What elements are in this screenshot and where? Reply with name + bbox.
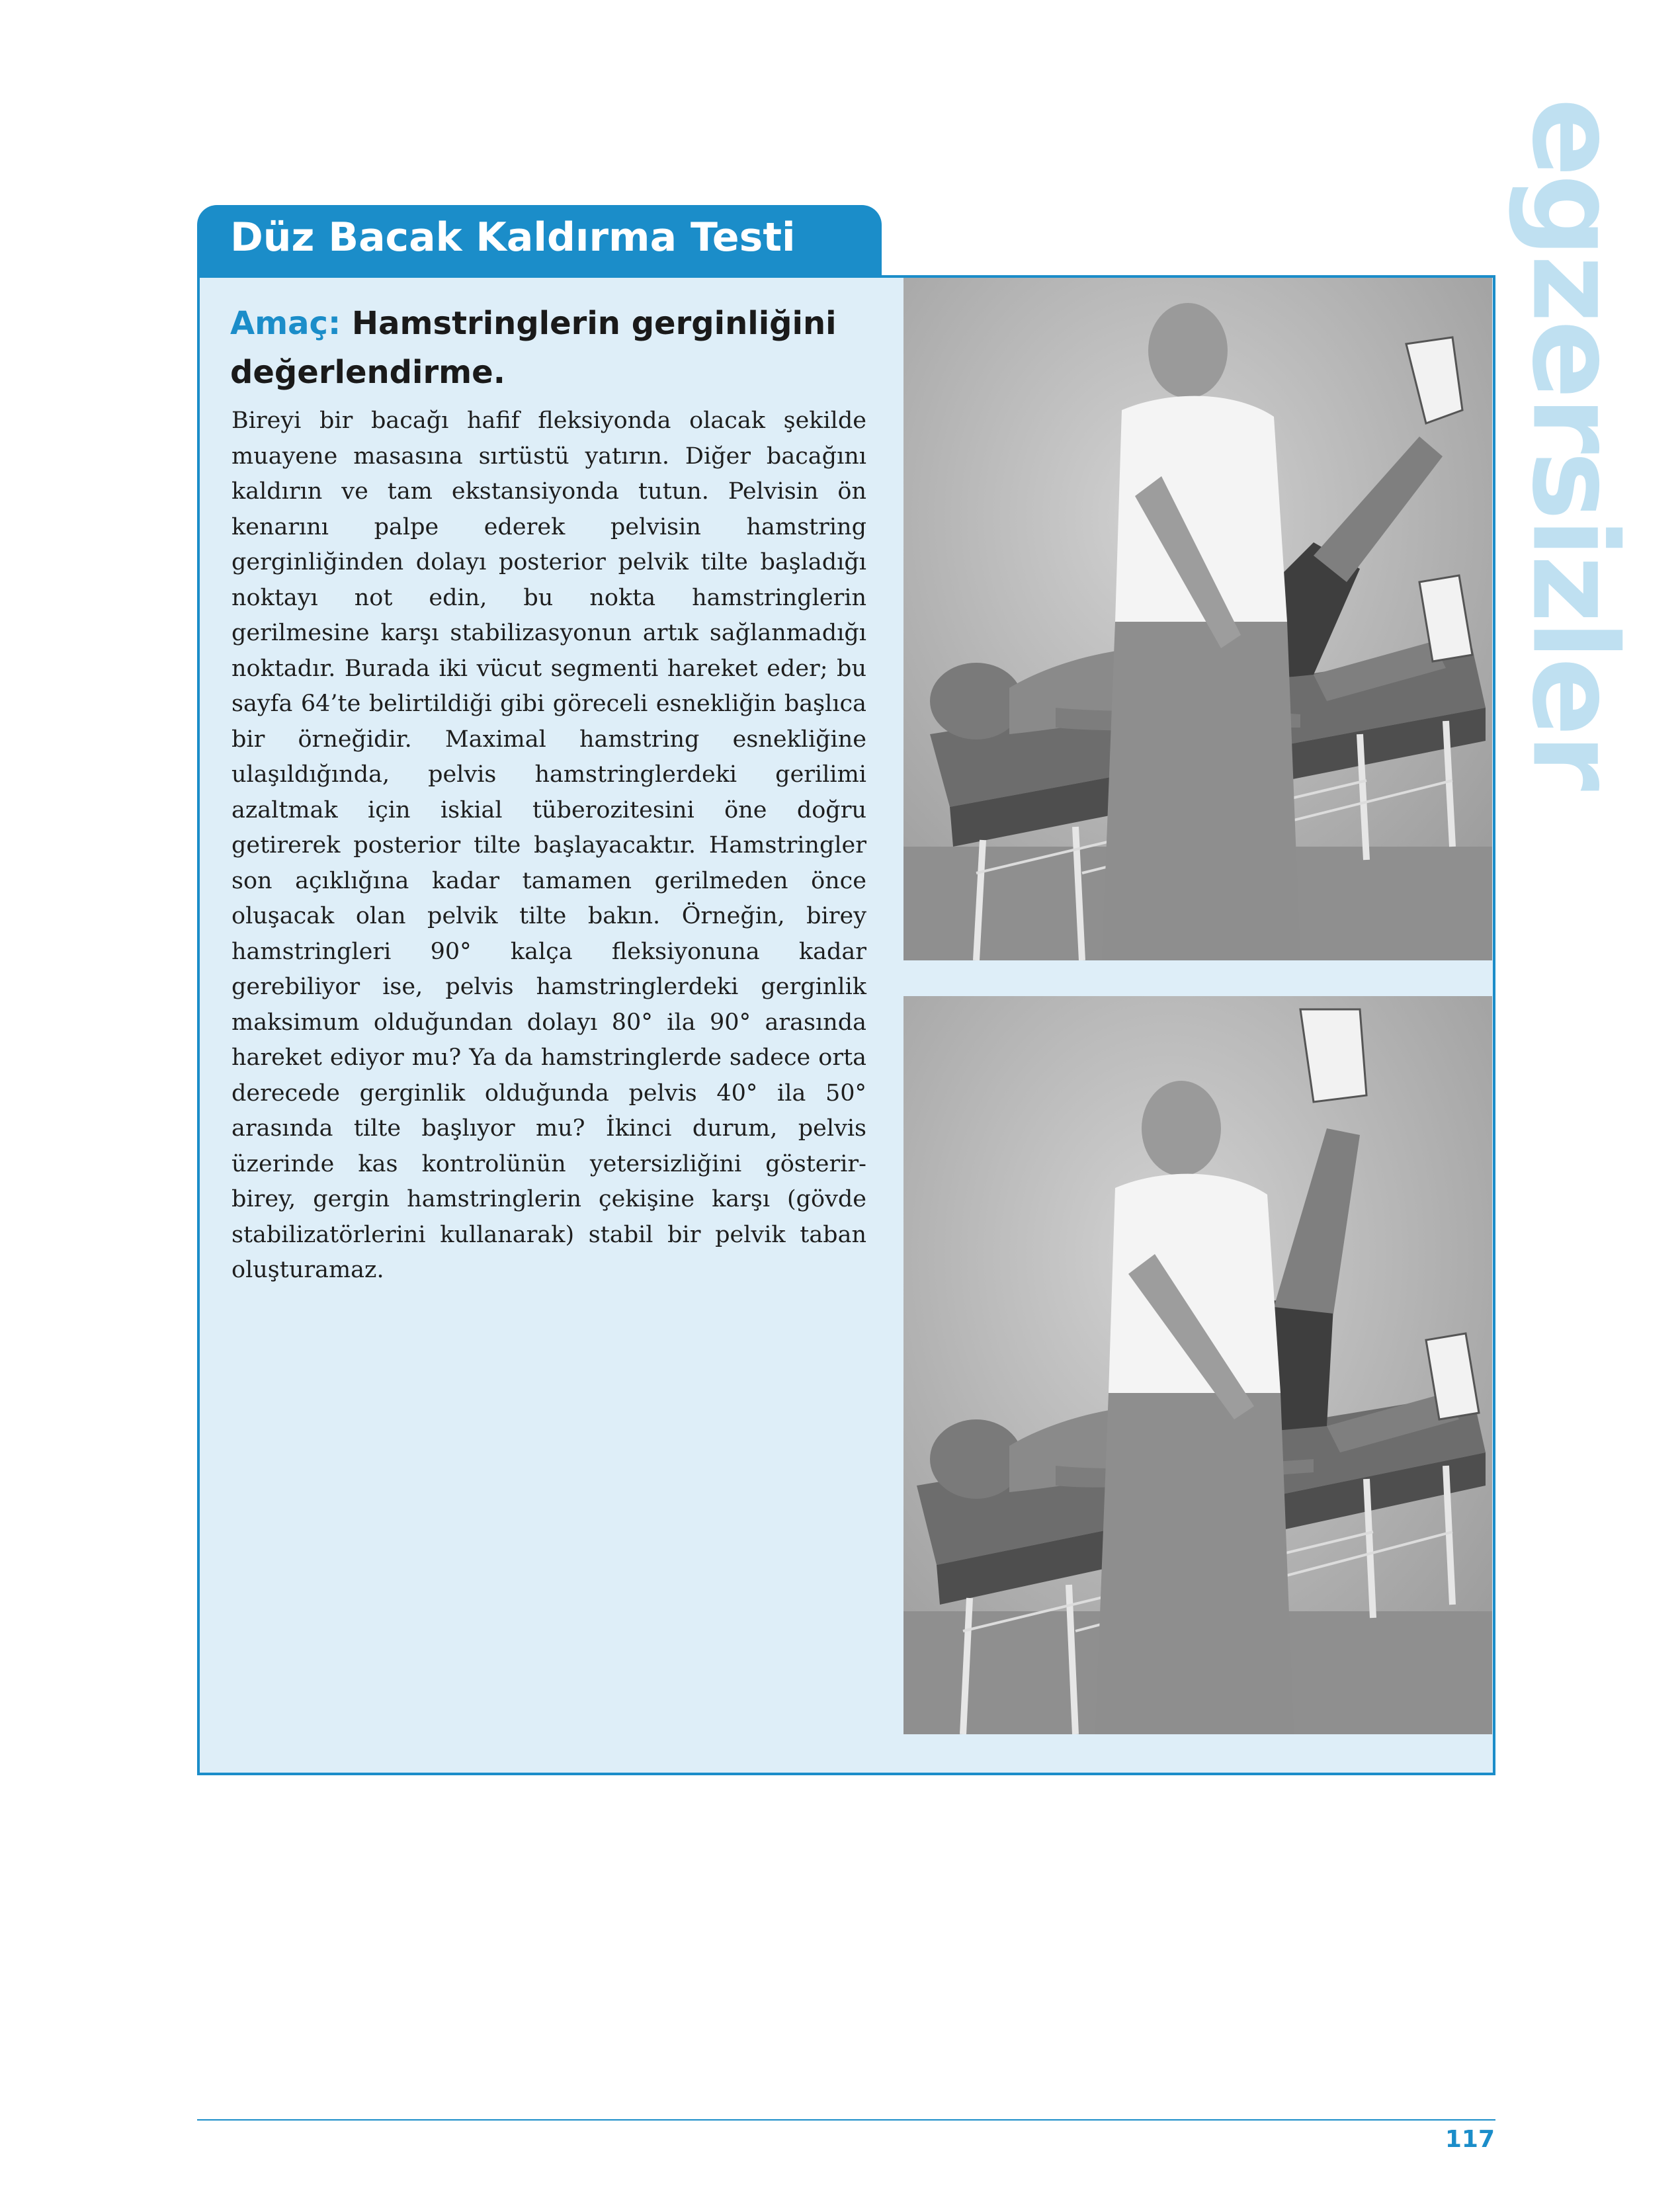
purpose-text: Hamstringlerin gerginliğini değerlendirme. — [230, 305, 837, 391]
purpose-heading — [230, 299, 878, 397]
photo-leg-raise-full — [903, 996, 1492, 1734]
section-title-tab — [197, 205, 882, 275]
photo-leg-raise-full-illustration — [903, 996, 1492, 1734]
footer-rule — [197, 2119, 1495, 2121]
photo-leg-raise-partial — [903, 278, 1492, 960]
body-paragraph: Bireyi bir bacağı hafif fleksiyonda olacak şekilde muayene masasına sırtüstü yatırın. Diğer bacağını kaldırın ve tam ekstansiyonda tutun. Pelvisin ön kenarını palpe ederek pelvisin hamstring gerginliğinden dolayı posterior pelvik tilte başladığı noktayı not edin, bu nokta hamstringlerin gerilmesine karşı stabilizasyonun artık sağlanmadığı noktadır. Burada iki vücut segmenti hareket eder; bu sayfa 64’te belirtildiği gibi göreceli esnekliğin başlıca bir örneğidir. Maximal hamstring esnekliğine ulaşıldığında, pelvis hamstringlerdeki gerilimi azaltmak için iskial tüberozitesini öne doğru getirerek posterior tilte başlayacaktır. Hamstringler son açıklığına kadar tamamen gerilmeden önce oluşacak olan pelvik tilte bakın. Örneğin, birey hamstringleri 90° kalça fleksiyonuna kadar gerebiliyor ise, pelvis hamstringlerdeki gerginlik maksimum olduğundan dolayı 80° ila 90° arasında hareket ediyor mu? Ya da hamstringlerde sadece orta derecede gerginlik olduğunda pelvis 40° ila 50° arasında tilte başlıyor mu? İkinci durum, pelvis üzerinde kas kontrolünün yetersizliğini gösterir- birey, gergin hamstringlerin çekişine karşı (gövde stabilizatörlerini kullanarak) stabil bir pelvik taban oluşturamaz. — [231, 407, 866, 1283]
side-label — [1506, 79, 1642, 807]
section-title: Düz Bacak Kaldırma Testi — [230, 214, 796, 261]
photo-leg-raise-partial-illustration — [903, 278, 1492, 960]
side-label-text: egzersizler — [1506, 98, 1642, 788]
page-number: 117 — [1445, 2126, 1495, 2153]
purpose-label: Amaç: — [230, 305, 341, 342]
